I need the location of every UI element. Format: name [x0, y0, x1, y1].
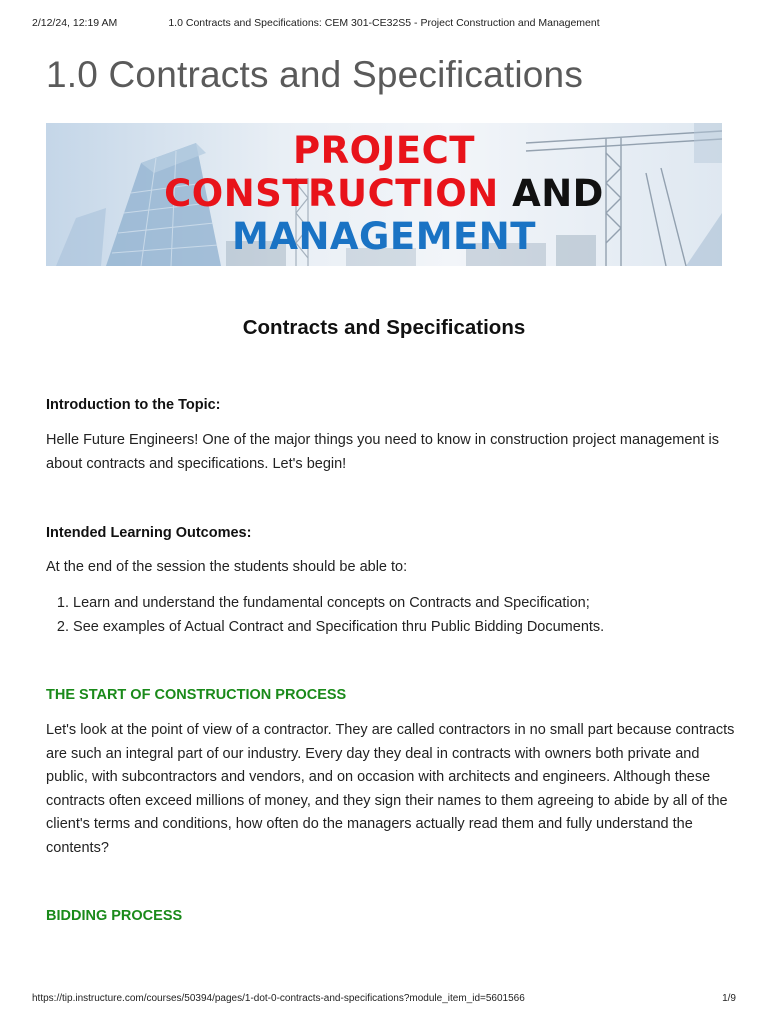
banner-word-construction: CONSTRUCTION — [164, 172, 499, 215]
print-header — [0, 17, 768, 33]
banner-line-construction — [46, 172, 722, 215]
bidding-process-heading: BIDDING PROCESS — [46, 908, 183, 924]
list-item — [46, 591, 604, 615]
list-item — [46, 615, 604, 639]
outcomes-label: Intended Learning Outcomes: — [46, 525, 252, 541]
page-title: 1.0 Contracts and Specifications — [46, 54, 584, 95]
print-footer — [0, 993, 768, 1009]
list-item-number: 1. — [56, 595, 69, 611]
start-of-construction-paragraph: Let's look at the point of view of a contractor. They are called contractors in no small part because contracts are such an integral part of our industry. Every day they deal in contracts with owners both private and public, with subcontractors and vendors, and on occasion with architects and engineers. Although these contracts often exceed millions of money, and they sign their names to them agreeing to abide by all of the client's terms and conditions, how often do the managers actually read them and fully understand the contents? — [46, 722, 735, 856]
print-doc-title: 1.0 Contracts and Specifications: CEM 301-CE32S5 - Project Construction and Management — [168, 17, 600, 29]
banner-image — [46, 123, 722, 266]
list-item-text: Learn and understand the fundamental concepts on Contracts and Specification; — [73, 595, 590, 611]
banner-line-project: PROJECT — [293, 129, 475, 172]
banner-title — [46, 129, 722, 258]
section-heading: Contracts and Specifications — [242, 316, 526, 339]
banner-line-management: MANAGEMENT — [232, 215, 536, 258]
print-url: https://tip.instructure.com/courses/50394/pages/1-dot-0-contracts-and-specifications?module_item_id=5601566 — [32, 993, 525, 1004]
list-item-text: See examples of Actual Contract and Specification thru Public Bidding Documents. — [73, 619, 605, 635]
outcomes-list — [46, 591, 604, 639]
intro-paragraph: Helle Future Engineers! One of the major things you need to know in construction project management is about contracts and specifications. Let's begin! — [46, 432, 720, 472]
print-datetime: 2/12/24, 12:19 AM — [32, 17, 118, 29]
start-of-construction-heading: THE START OF CONSTRUCTION PROCESS — [46, 687, 347, 703]
list-item-number: 2. — [56, 619, 69, 635]
outcomes-lead: At the end of the session the students should be able to: — [46, 559, 408, 575]
intro-label: Introduction to the Topic: — [46, 397, 221, 413]
page-count: 1/9 — [722, 993, 736, 1004]
banner-word-and: AND — [512, 172, 604, 215]
